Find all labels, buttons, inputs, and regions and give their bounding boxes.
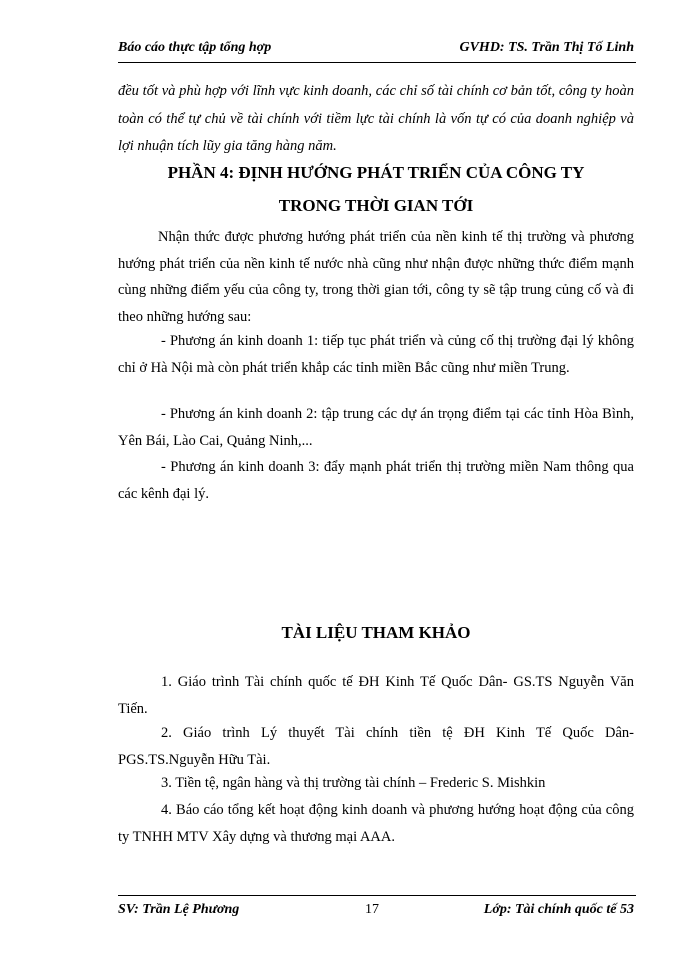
page-footer xyxy=(118,895,636,922)
reference-item-2: 2. Giáo trình Lý thuyết Tài chính tiền tệ ĐH Kinh Tế Quốc Dân- PGS.TS.Nguyễn Hữu Tài. xyxy=(118,725,634,768)
section4-title-line2: TRONG THỜI GIAN TỚI xyxy=(278,196,474,215)
section4-paragraph: Nhận thức được phương hướng phát triển của nền kinh tế thị trường và phương hướng phát triển của nền kinh tế nước nhà cũng như nhận được những thức điểm mạnh cùng những điểm yếu của công ty, trong thời gian tới, công ty sẽ tập trung củng cố và đi theo những hướng sau: xyxy=(118,229,634,325)
footer-student: SV: Trần Lệ Phương xyxy=(118,902,240,917)
section4-title-line1: PHẦN 4: ĐỊNH HƯỚNG PHÁT TRIỂN CỦA CÔNG TY xyxy=(167,163,585,182)
reference-item-4: 4. Báo cáo tổng kết hoạt động kinh doanh và phương hướng hoạt động của công ty TNHH MTV Xây dựng và thương mại AAA. xyxy=(118,802,634,845)
header-supervisor: GVHD: TS. Trần Thị Tố Linh xyxy=(459,40,634,55)
bullet-item-1: - Phương án kinh doanh 1: tiếp tục phát triển và củng cố thị trường đại lý không chỉ ở Hà Nội mà còn phát triển khắp các tỉnh miền Bắc cũng như miền Trung. xyxy=(118,333,634,376)
intro-italic-paragraph: đều tốt và phù hợp với lĩnh vực kinh doanh, các chỉ số tài chính cơ bản tốt, công ty hoàn toàn có thể tự chủ về tài chính với tiềm lực tài chính là vốn tự có của doanh nghiệp và lợi nhuận tích lũy gia tăng hàng năm. xyxy=(118,83,634,154)
bullet-item-3: - Phương án kinh doanh 3: đẩy mạnh phát triển thị trường miền Nam thông qua các kênh đại lý. xyxy=(118,459,634,502)
page-number: 17 xyxy=(365,902,379,917)
footer-class: Lớp: Tài chính quốc tế 53 xyxy=(483,902,634,917)
reference-item-1: 1. Giáo trình Tài chính quốc tế ĐH Kinh Tế Quốc Dân- GS.TS Nguyễn Văn Tiến. xyxy=(118,674,634,717)
header-report-title: Báo cáo thực tập tổng hợp xyxy=(118,40,272,55)
page-header xyxy=(118,36,636,63)
reference-item-3: 3. Tiền tệ, ngân hàng và thị trường tài chính – Frederic S. Mishkin xyxy=(161,775,546,791)
references-title: TÀI LIỆU THAM KHẢO xyxy=(281,623,471,642)
bullet-item-2: - Phương án kinh doanh 2: tập trung các dự án trọng điểm tại các tỉnh Hòa Bình, Yên Bái, Lào Cai, Quảng Ninh,... xyxy=(118,406,634,449)
